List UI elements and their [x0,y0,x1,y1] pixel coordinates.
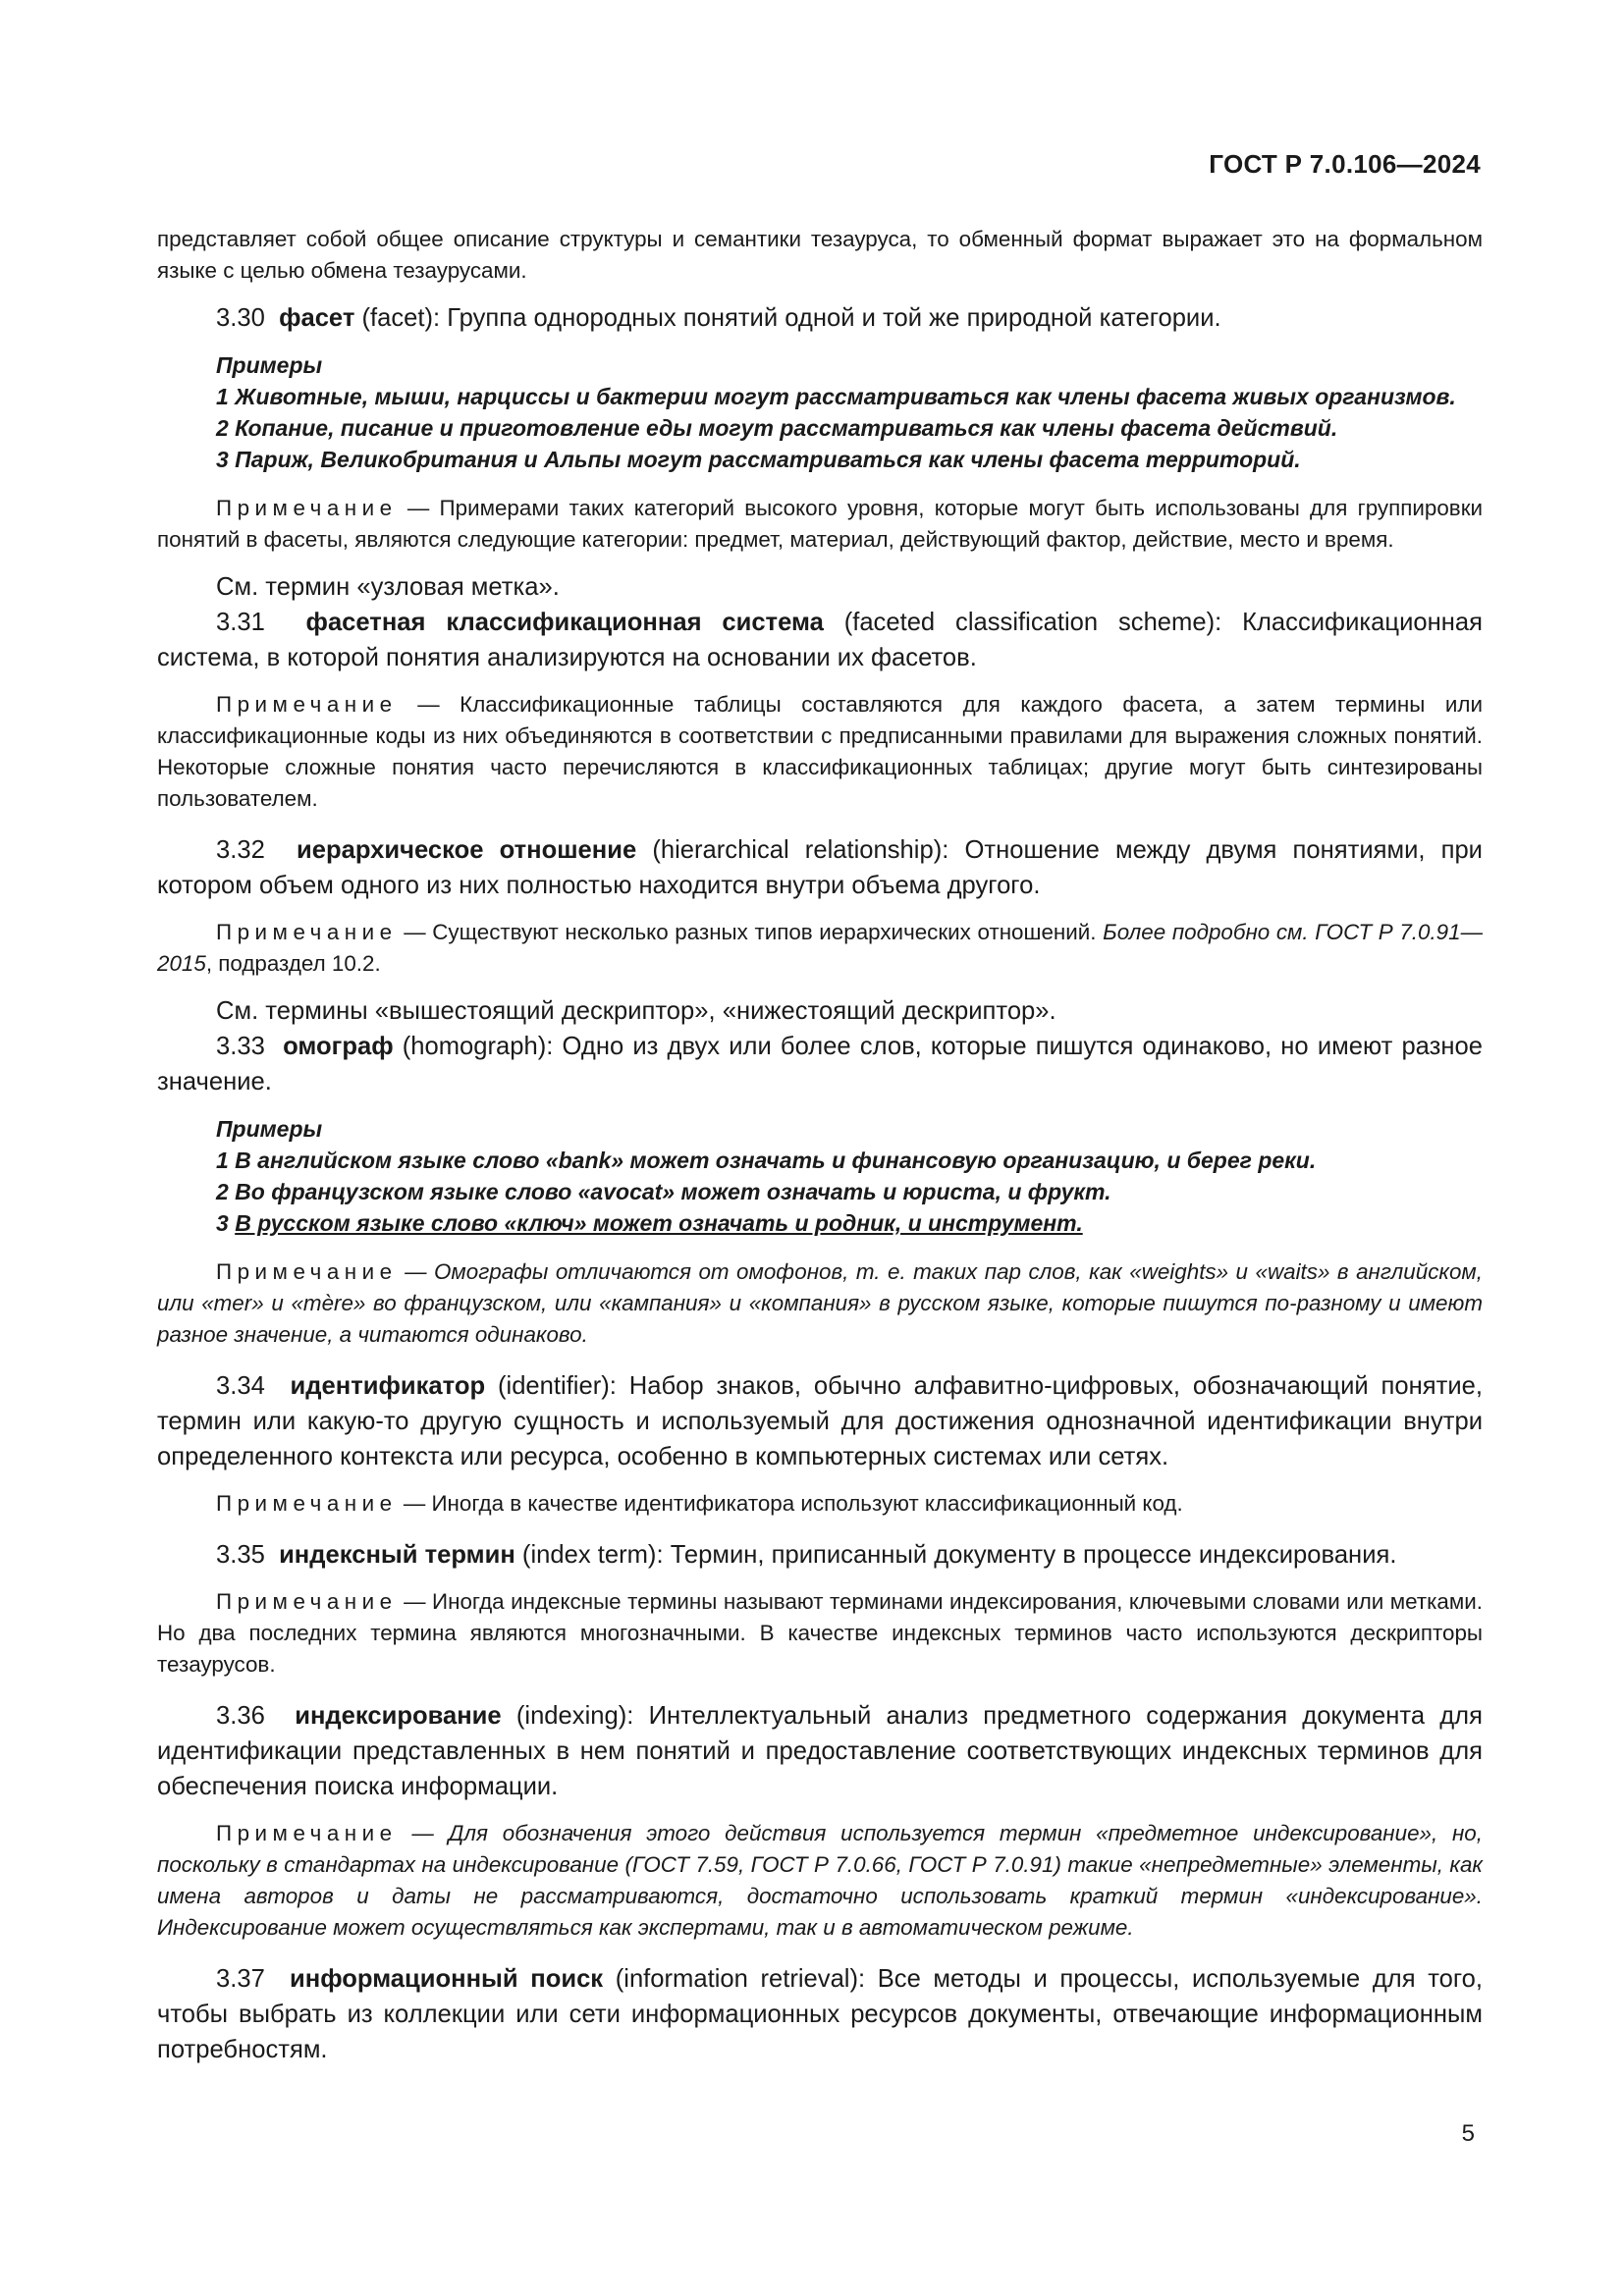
note-text: — Примерами таких категорий высокого уровня, которые могут быть использованы для группировки понятий в фасеты, являются следующие категории: предмет, материал, действующий фактор, действие, место и время. [157,496,1483,552]
examples-label: Примеры [216,352,323,378]
term-name: индексирование [295,1702,502,1730]
note-text-tail: , подраздел 10.2. [205,951,381,976]
note-text: — Омографы отличаются от омофонов, т. е. таких пар слов, как «weights» и «waits» в английском, или «mer» и «mère» во французском, или «кампания» и «компания» в русском языке, которые пишутся по-разному и имеют разное значение, а читаются одинаково. [157,1259,1483,1347]
note-label: Примечание [216,496,398,520]
intro-continuation: представляет собой общее описание структуры и семантики тезауруса, то обменный формат выражает это на формальном языке с целью обмена тезаурусами. [157,227,1483,283]
term-name: фасет [279,304,355,332]
term-definition: Отношение между двумя понятиями, при котором объем одного из них полностью находится внутри объема другого. [157,836,1483,899]
term-number: 3.30 [216,304,265,332]
term-english: (index term): [521,1541,664,1569]
example-item: 3 Париж, Великобритания и Альпы могут рассматриваться как члены фасета территорий. [216,447,1301,472]
term-english: (identifier): [497,1372,617,1400]
term-3-34 [157,1368,1483,1474]
term-definition: Набор знаков, обычно алфавитно-цифровых, обозначающий понятие, термин или какую-то другую сущность и используемый для достижения однозначной идентификации внутри определенного контекста или ресурса, особенно в компьютерных системах или сетях. [157,1372,1483,1470]
term-english: (information retrieval): [615,1965,866,1993]
term-3-35 [157,1537,1483,1573]
note-3-31 [157,689,1483,815]
example-number: 3 [216,1210,229,1236]
note-3-36 [157,1818,1483,1944]
term-definition: Интеллектуальный анализ предметного содержания документа для идентификации представленных в нем понятий и предоставление соответствующих индексных терминов для обеспечения поиска информации. [157,1702,1483,1800]
page-body [157,224,1483,2067]
term-3-37 [157,1961,1483,2067]
term-name: индексный термин [279,1541,515,1569]
note-label: Примечание [216,692,398,717]
example-item [157,1207,1483,1239]
term-number: 3.35 [216,1541,265,1569]
note-text: — Иногда индексные термины называют терминами индексирования, ключевыми словами или метками. Но два последних термина являются многозначными. В качестве индексных терминов часто используются дескрипторы тезаурусов. [157,1589,1483,1677]
note-label: Примечание [216,1491,398,1516]
term-definition: Классификационная система, в которой понятия анализируются на основании их фасетов. [157,609,1483,671]
term-definition: Группа однородных понятий одной и той же природной категории. [447,304,1221,332]
term-3-32 [157,832,1483,903]
term-name: информационный поиск [290,1965,604,1993]
note-label: Примечание [216,1821,398,1845]
term-definition: Все методы и процессы, используемые для того, чтобы выбрать из коллекции или сети информационных ресурсов документы, отвечающие информационным потребностям. [157,1965,1483,2063]
note-3-33 [157,1256,1483,1351]
note-3-34 [157,1488,1483,1520]
term-name: омограф [283,1033,394,1060]
see-also: См. термин «узловая метка». [216,573,560,601]
term-english: (homograph): [402,1033,554,1060]
term-number: 3.36 [216,1702,265,1730]
term-number: 3.34 [216,1372,265,1400]
note-label: Примечание [216,1259,398,1284]
note-text: — Существуют несколько разных типов иерархических отношений. [404,920,1097,944]
term-number: 3.33 [216,1033,265,1060]
term-english: (facet): [361,304,441,332]
note-label: Примечание [216,1589,398,1614]
note-3-32 [157,917,1483,980]
see-also: См. термины «вышестоящий дескриптор», «нижестоящий дескриптор». [216,997,1056,1025]
term-definition: Термин, приписанный документу в процессе индексирования. [670,1541,1397,1569]
term-3-31 [157,605,1483,675]
note-3-30 [157,493,1483,556]
example-item: 1 Животные, мыши, нарциссы и бактерии могут рассматриваться как члены фасета живых организмов. [216,384,1456,409]
example-item: 2 Во французском языке слово «avocat» может означать и юриста, и фрукт. [216,1179,1111,1204]
term-3-36 [157,1698,1483,1804]
term-number: 3.32 [216,836,265,864]
term-name: фасетная классификационная система [305,609,824,636]
examples-label: Примеры [216,1116,323,1142]
term-english: (hierarchical relationship): [652,836,949,864]
note-3-35 [157,1586,1483,1681]
term-number: 3.31 [216,609,265,636]
note-reference: Более подробно см. ГОСТ Р 7.0.91—2015 [157,920,1483,976]
note-text: — Классификационные таблицы составляются для каждого фасета, а затем термины или классификационные коды из них объединяются в соответствии с предписанными правилами для выражения сложных понятий. Некоторые сложные понятия часто перечисляются в классификационных таблицах; другие могут быть синтезированы пользователем. [157,692,1483,811]
term-definition: Одно из двух или более слов, которые пишутся одинаково, но имеют разное значение. [157,1033,1483,1095]
example-underlined-text: В русском языке слово «ключ» может означать и родник, и инструмент. [235,1210,1083,1236]
document-code: ГОСТ Р 7.0.106—2024 [1209,149,1481,179]
example-item: 2 Копание, писание и приготовление еды могут рассматриваться как члены фасета действий. [216,415,1338,441]
term-english: (indexing): [515,1702,634,1730]
page-number: 5 [1461,2120,1475,2147]
note-text: — Иногда в качестве идентификатора используют классификационный код. [403,1491,1183,1516]
term-english: (faceted classification scheme): [843,609,1222,636]
term-3-30 [157,300,1483,336]
example-item: 1 В английском языке слово «bank» может означать и финансовую организацию, и берег реки. [216,1148,1317,1173]
term-name: иерархическое отношение [297,836,637,864]
note-text: — Для обозначения этого действия используется термин «предметное индексирование», но, поскольку в стандартах на индексирование (ГОСТ 7.59, ГОСТ Р 7.0.66, ГОСТ Р 7.0.91) такие «непредметные» элементы, как имена авторов и даты не рассматриваются, достаточно использовать краткий термин «индексирование». Индексирование может осуществляться как экспертами, так и в автоматическом режиме. [157,1821,1483,1940]
note-label: Примечание [216,920,398,944]
term-name: идентификатор [290,1372,486,1400]
term-3-33 [157,1029,1483,1099]
term-number: 3.37 [216,1965,265,1993]
